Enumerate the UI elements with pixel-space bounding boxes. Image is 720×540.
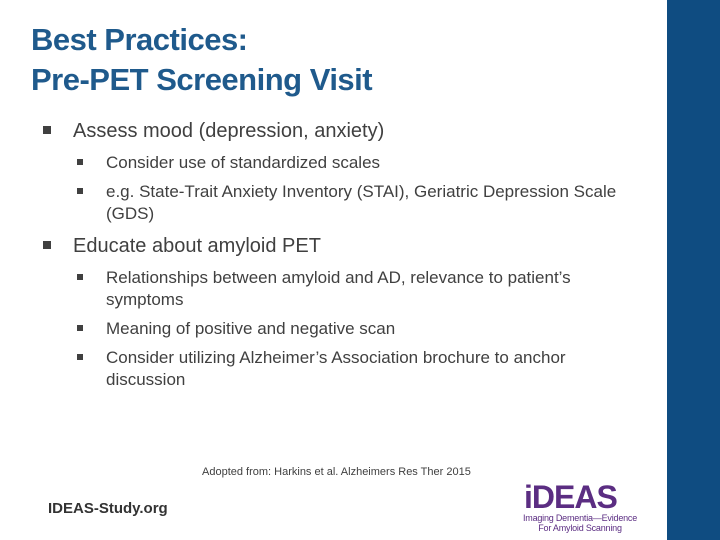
bullet-level2 <box>77 152 643 174</box>
square-bullet-icon <box>77 274 83 280</box>
footer-website: IDEAS-Study.org <box>48 500 168 517</box>
square-bullet-icon <box>77 159 83 165</box>
square-bullet-icon <box>77 188 83 194</box>
citation-text: Adopted from: Harkins et al. Alzheimers Res Ther 2015 <box>202 466 471 478</box>
bullet-text: Educate about amyloid PET <box>73 235 321 257</box>
sub-bullet-text: e.g. State-Trait Anxiety Inventory (STAI), Geriatric Depression Scale (GDS) <box>106 182 617 223</box>
sub-bullet-text: Consider use of standardized scales <box>106 153 381 172</box>
square-bullet-icon <box>43 126 51 134</box>
bullet-level1 <box>43 118 643 144</box>
title-line-2: Pre-PET Screening Visit <box>31 62 373 97</box>
sub-bullet-text: Consider utilizing Alzheimer’s Association brochure to anchor discussion <box>106 348 566 389</box>
square-bullet-icon <box>43 241 51 249</box>
sub-bullet-text: Meaning of positive and negative scan <box>106 319 396 338</box>
bullet-level2 <box>77 181 643 225</box>
slide-title <box>31 20 372 100</box>
ideas-logo <box>514 480 646 532</box>
square-bullet-icon <box>77 354 83 360</box>
bullet-level2 <box>77 318 643 340</box>
sidebar-accent <box>667 0 720 540</box>
bullet-level2 <box>77 267 643 311</box>
square-bullet-icon <box>77 325 83 331</box>
bullet-level2 <box>77 347 643 391</box>
logo-tagline: Imaging Dementia—Evidence <box>522 513 638 523</box>
bullet-text: Assess mood (depression, anxiety) <box>73 120 385 142</box>
slide-body <box>43 118 643 399</box>
bullet-level1 <box>43 233 643 259</box>
title-line-1: Best Practices: <box>31 22 248 57</box>
sub-bullet-text: Relationships between amyloid and AD, relevance to patient’s symptoms <box>106 268 571 309</box>
logo-wordmark: iDEAS <box>524 479 617 515</box>
logo-tagline: For Amyloid Scanning <box>538 523 622 533</box>
sub-bullet-list <box>77 267 643 391</box>
sub-bullet-list <box>77 152 643 225</box>
